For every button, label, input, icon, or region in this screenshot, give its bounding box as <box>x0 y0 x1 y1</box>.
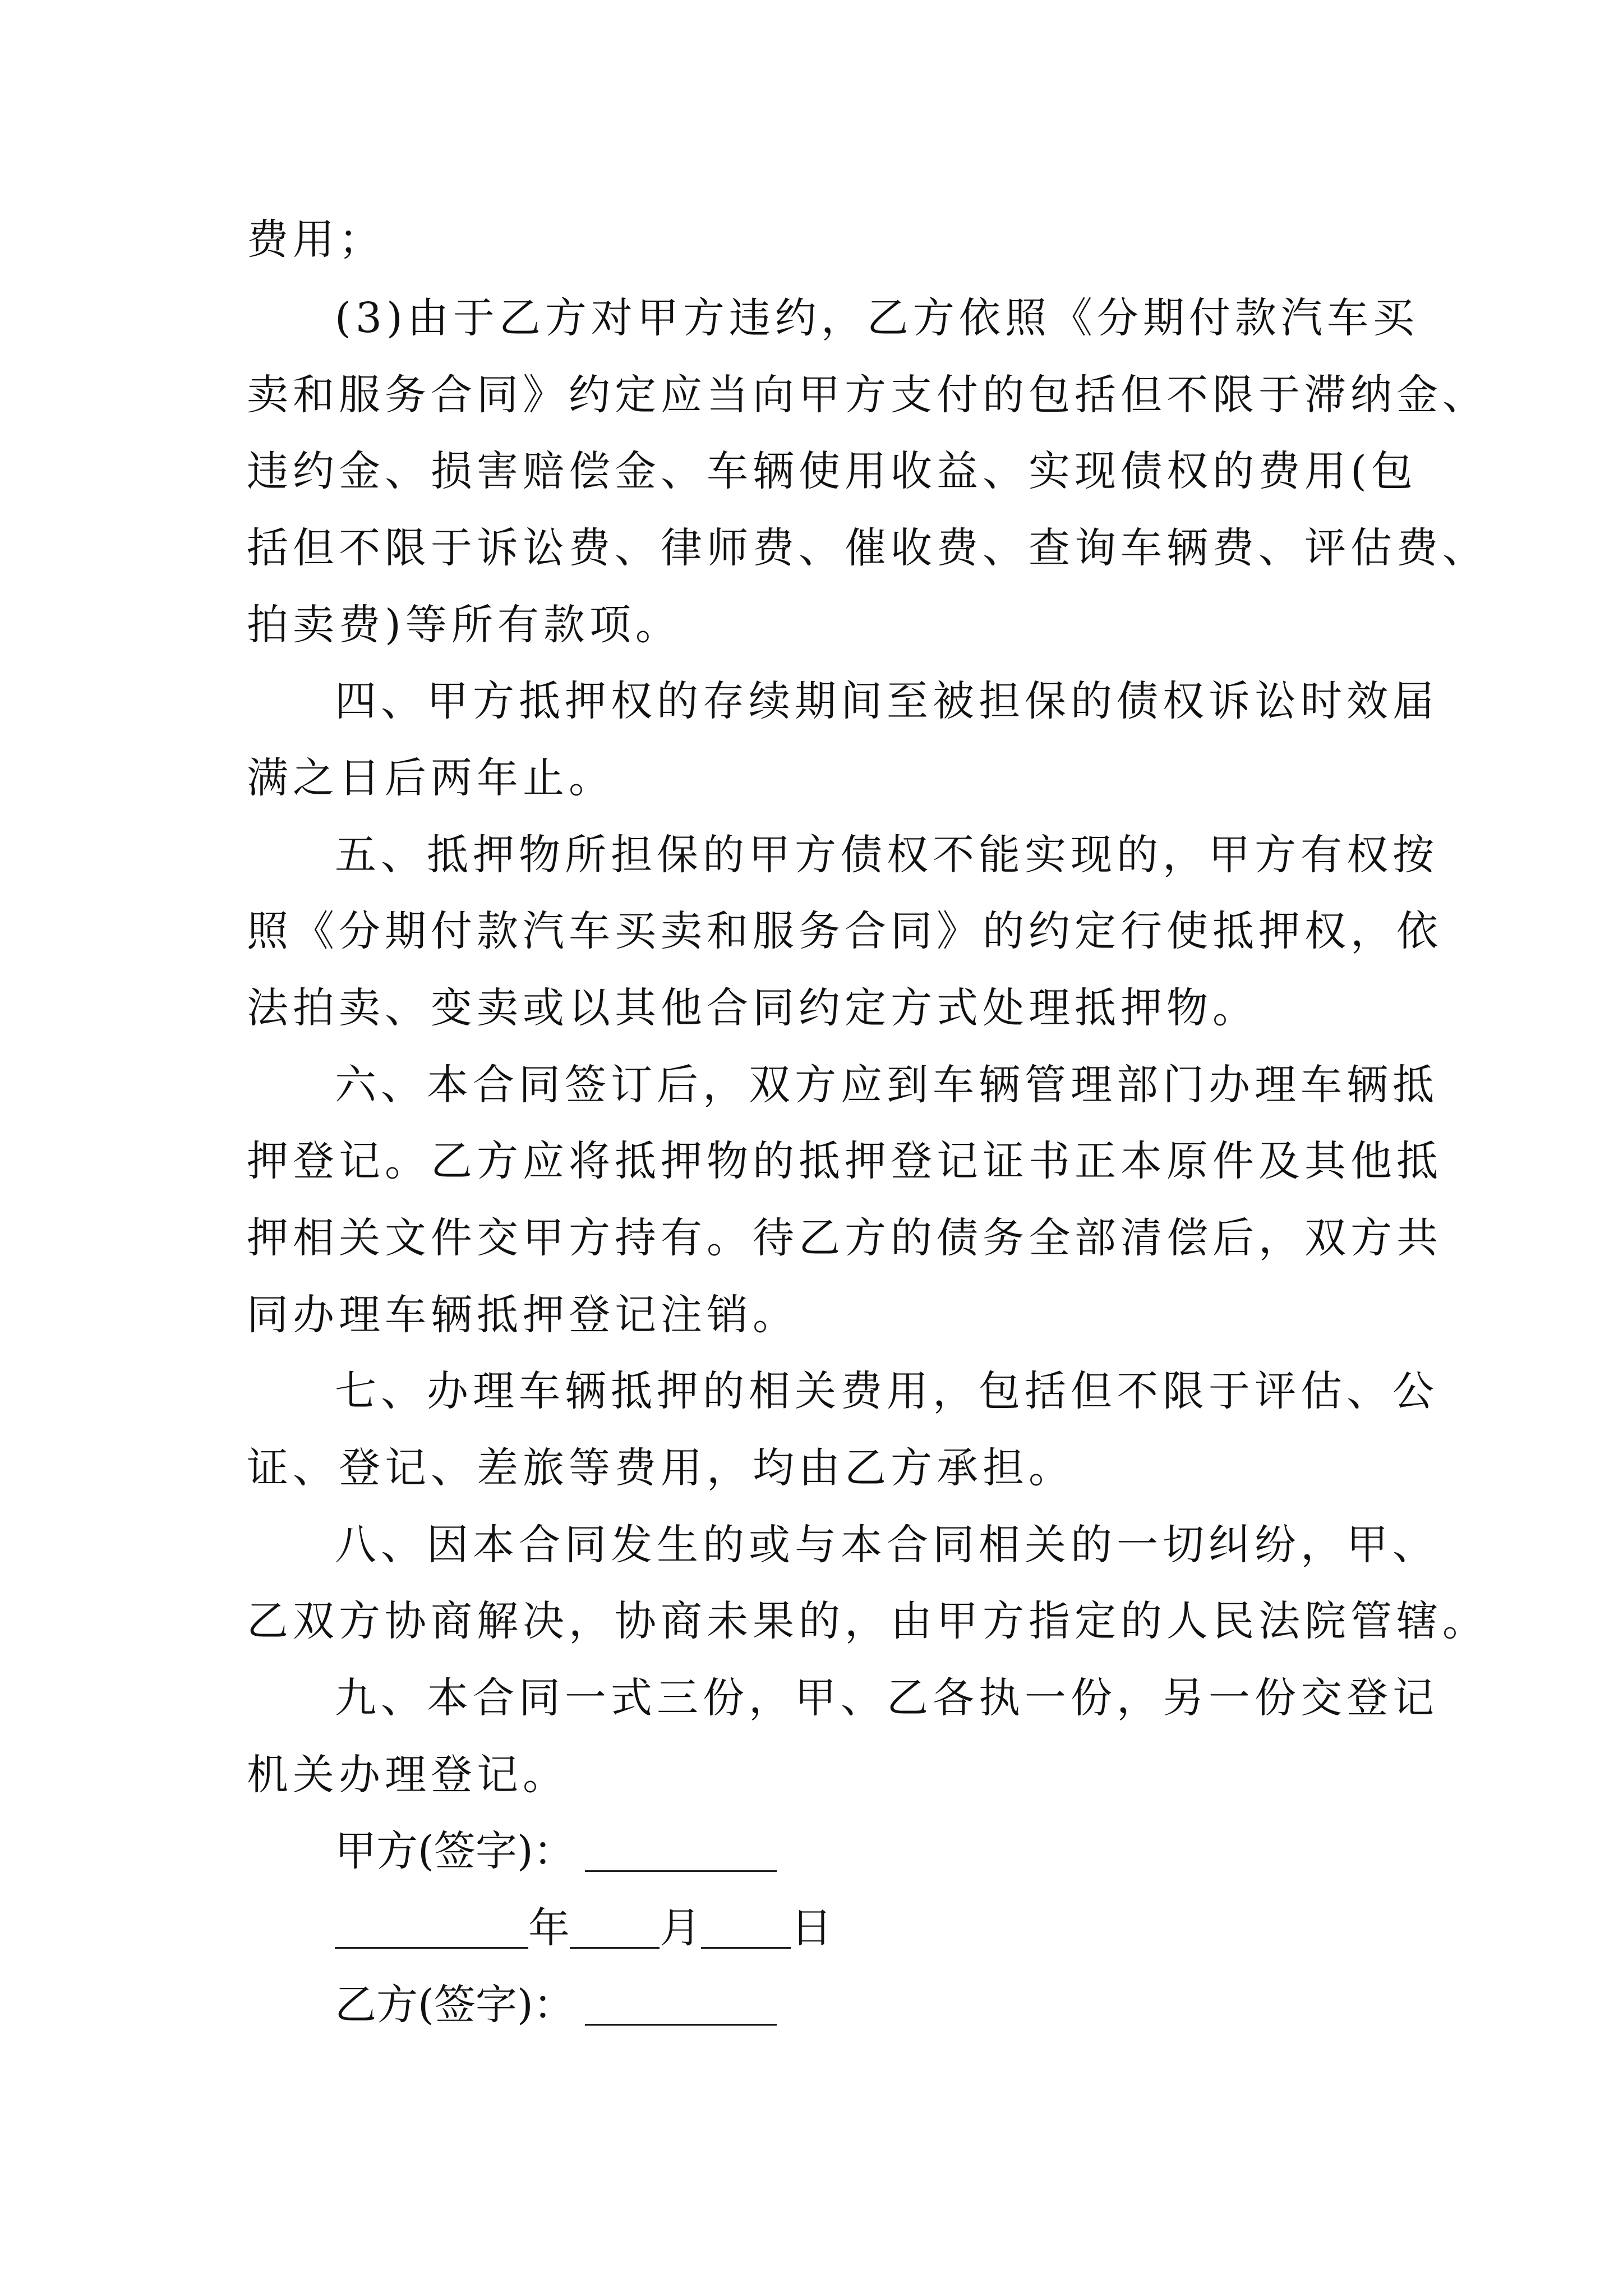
party-b-signature-blank[interactable] <box>585 1984 777 2026</box>
text-line-4: 违约金、损害赔偿金、车辆使用收益、实现债权的费用(包 <box>247 447 1417 495</box>
year-label: 年 <box>528 1904 570 1952</box>
party-a-signature-line <box>335 1827 777 1875</box>
text-line-13: 押登记。乙方应将抵押物的抵押登记证书正本原件及其他抵 <box>247 1137 1442 1185</box>
text-line-16: 七、办理车辆抵押的相关费用，包括但不限于评估、公 <box>335 1367 1438 1415</box>
text-line-21: 机关办理登记。 <box>247 1751 569 1799</box>
text-line-18: 八、因本合同发生的或与本合同相关的一切纠纷，甲、 <box>335 1521 1438 1569</box>
text-line-20: 九、本合同一式三份，甲、乙各执一份，另一份交登记 <box>335 1674 1438 1722</box>
text-line-9: 五、抵押物所担保的甲方债权不能实现的，甲方有权按 <box>335 831 1438 879</box>
party-a-signature-blank[interactable] <box>585 1830 777 1872</box>
party-b-label: 乙方(签字)： <box>335 1981 575 2029</box>
month-label: 月 <box>660 1904 701 1952</box>
text-line-5: 括但不限于诉讼费、律师费、催收费、查询车辆费、评估费、 <box>247 524 1488 572</box>
party-a-label: 甲方(签字)： <box>335 1827 575 1875</box>
text-line-14: 押相关文件交甲方持有。待乙方的债务全部清偿后，双方共 <box>247 1214 1442 1262</box>
day-label: 日 <box>791 1904 832 1952</box>
day-blank[interactable] <box>701 1907 791 1949</box>
month-blank[interactable] <box>570 1907 660 1949</box>
text-line-17: 证、登记、差旅等费用，均由乙方承担。 <box>247 1444 1075 1492</box>
text-line-10: 照《分期付款汽车买卖和服务合同》的约定行使抵押权，依 <box>247 907 1442 955</box>
text-line-1: 费用； <box>247 215 385 264</box>
text-line-3: 卖和服务合同》约定应当向甲方支付的包括但不限于滞纳金、 <box>247 371 1488 419</box>
text-line-12: 六、本合同签订后，双方应到车辆管理部门办理车辆抵 <box>335 1061 1438 1109</box>
year-blank[interactable] <box>335 1907 528 1949</box>
text-line-11: 法拍卖、变卖或以其他合同约定方式处理抵押物。 <box>247 984 1258 1032</box>
text-line-19: 乙双方协商解决，协商未果的，由甲方指定的人民法院管辖。 <box>247 1597 1488 1645</box>
text-line-15: 同办理车辆抵押登记注销。 <box>247 1291 799 1339</box>
text-line-7: 四、甲方抵押权的存续期间至被担保的债权诉讼时效届 <box>335 677 1438 725</box>
party-b-signature-line <box>335 1981 777 2029</box>
text-line-8: 满之日后两年止。 <box>247 754 615 802</box>
date-line <box>335 1904 832 1952</box>
text-line-2: (3)由于乙方对甲方违约，乙方依照《分期付款汽车买 <box>335 294 1419 342</box>
text-line-6: 拍卖费)等所有款项。 <box>247 601 681 649</box>
